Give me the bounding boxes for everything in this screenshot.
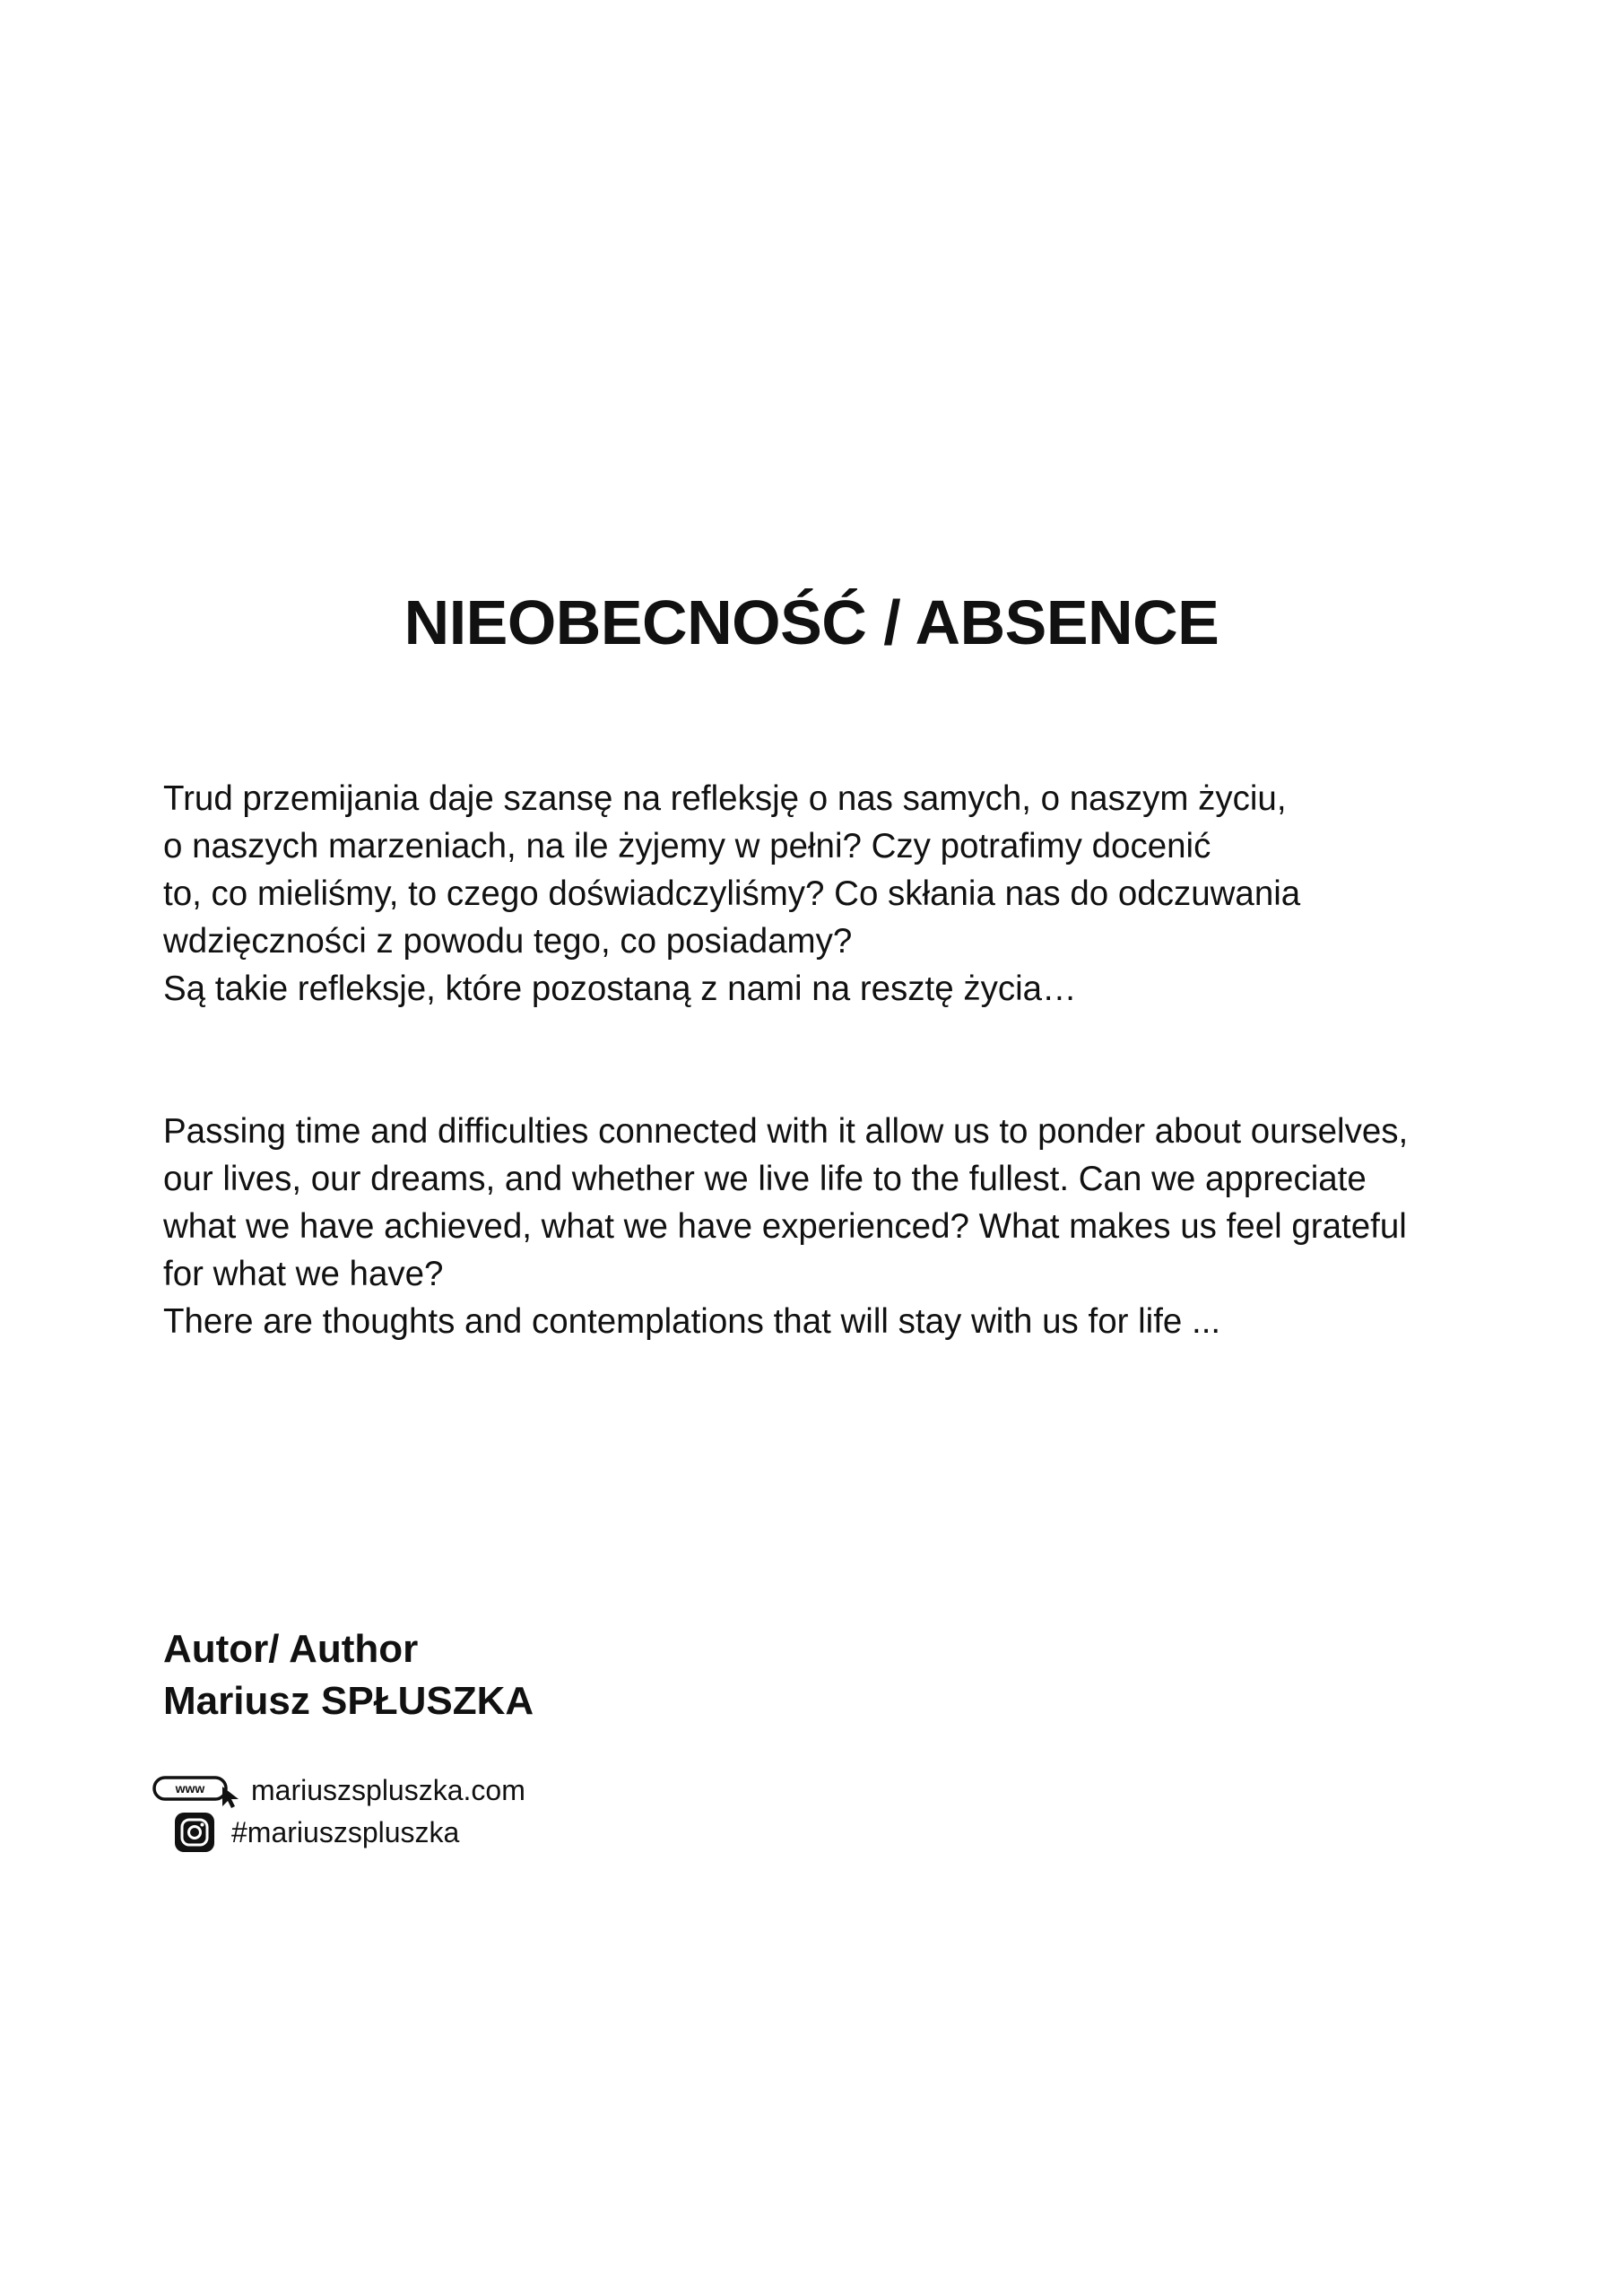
paragraph-line: wdzięczności z powodu tego, co posiadamy? [163,922,853,961]
paragraph-line: o naszych marzeniach, na ile żyjemy w pełni? Czy potrafimy docenić [163,827,1211,865]
website-url[interactable]: mariuszspluszka.com [251,1774,525,1806]
author-name: Mariusz SPŁUSZKA [163,1679,534,1723]
instagram-link[interactable] [174,1812,459,1853]
www-icon [152,1772,246,1808]
english-paragraph [163,1108,1562,1345]
paragraph-line: our lives, our dreams, and whether we live life to the fullest. Can we appreciate [163,1160,1367,1198]
instagram-handle[interactable]: #mariuszspluszka [231,1816,460,1848]
website-link[interactable] [152,1772,525,1808]
www-icon-label: www [175,1781,205,1796]
paragraph-line: Są takie refleksje, które pozostaną z nami na resztę życia… [163,970,1077,1008]
paragraph-line: what we have achieved, what we have experienced? What makes us feel grateful [163,1207,1407,1246]
page-title: NIEOBECNOŚĆ / ABSENCE [404,587,1219,657]
polish-paragraph [163,775,1562,1013]
paragraph-line: for what we have? [163,1255,444,1293]
paragraph-line: Trud przemijania daje szansę na refleksję o nas samych, o naszym życiu, [163,779,1287,818]
author-block [163,1623,534,1727]
paragraph-line: There are thoughts and contemplations that will stay with us for life ... [163,1302,1221,1341]
paragraph-line: to, co mieliśmy, to czego doświadczyliśmy? Co skłania nas do odczuwania [163,874,1301,913]
paragraph-line: Passing time and difficulties connected with it allow us to ponder about ourselves, [163,1112,1409,1151]
instagram-icon [174,1812,215,1853]
author-label: Autor/ Author [163,1627,419,1671]
